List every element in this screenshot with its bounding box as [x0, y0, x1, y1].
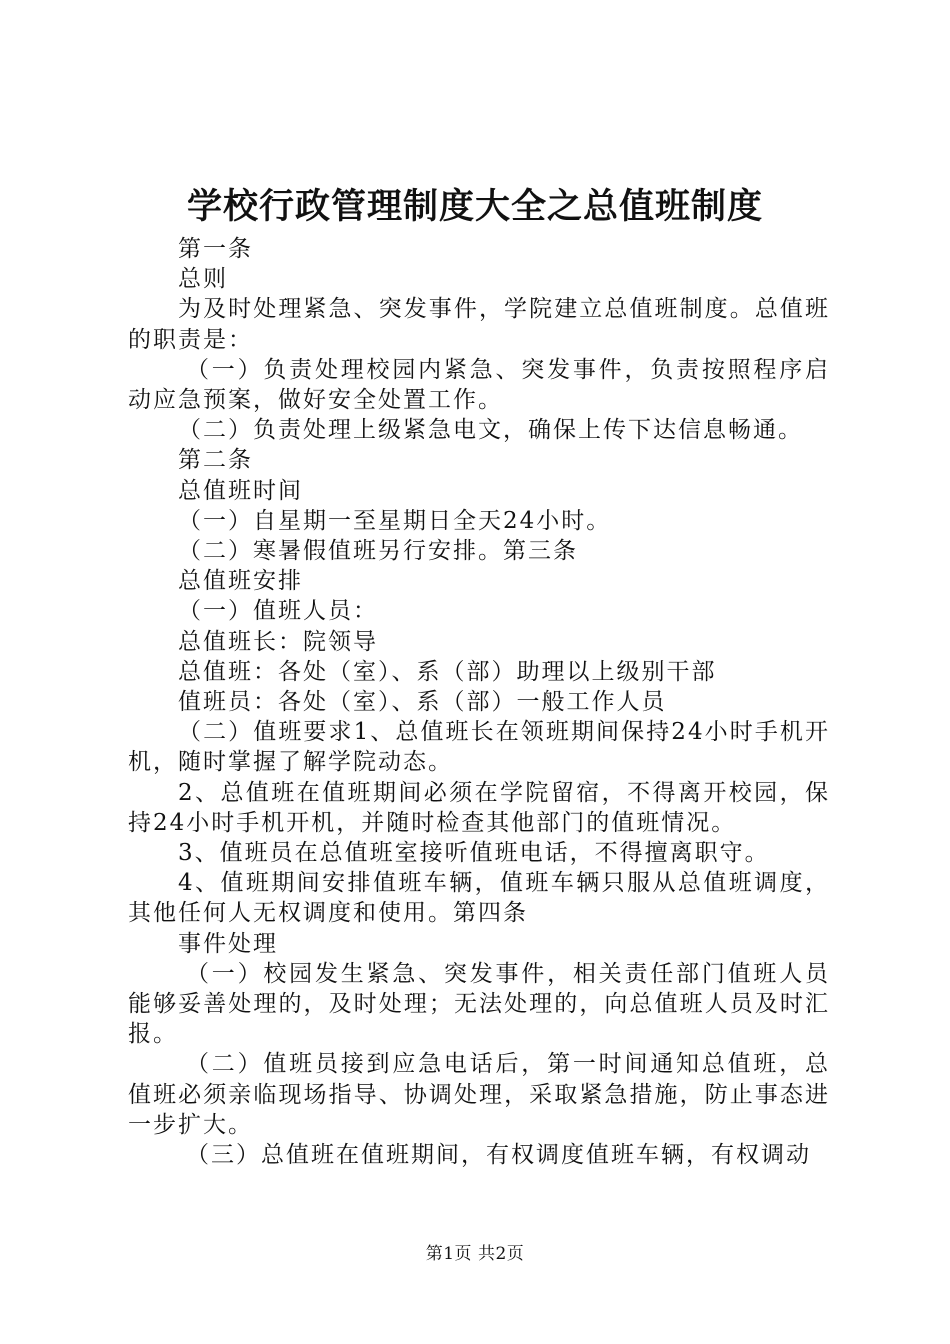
paragraph: （一）值班人员：: [178, 598, 378, 625]
section-heading: 总则: [178, 266, 228, 293]
article-heading: 第一条: [178, 236, 253, 262]
section-heading: 事件处理: [178, 930, 278, 957]
document-body: [128, 234, 830, 1170]
paragraph: 3、值班员在总值班室接听值班电话，不得擅离职守。: [178, 840, 770, 867]
paragraph: 总值班：各处（室）、系（部）助理以上级别干部: [178, 658, 717, 685]
paragraph: （二）值班要求1、总值班长在领班期间保持24小时手机开机，随时掌握了解学院动态。: [128, 719, 830, 776]
paragraph: （一）负责处理校园内紧急、突发事件，负责按照程序启动应急预案，做好安全处置工作。: [128, 356, 830, 414]
paragraph: 总值班长：院领导: [178, 628, 378, 655]
paragraph: 2、总值班在值班期间必须在学院留宿，不得离开校园，保持24小时手机开机，并随时检查其他部门的值班情况。: [128, 779, 830, 836]
paragraph: （二）寒暑假值班另行安排。第三条: [178, 538, 578, 565]
paragraph: （二）负责处理上级紧急电文，确保上传下达信息畅通。: [178, 417, 803, 444]
paragraph: 为及时处理紧急、突发事件，学院建立总值班制度。总值班的职责是：: [128, 296, 830, 353]
paragraph: （一）自星期一至星期日全天24小时。: [178, 507, 612, 534]
page-number: 第1页 共2页: [425, 1244, 525, 1264]
paragraph: （三）总值班在值班期间，有权调度值班车辆，有权调动: [186, 1142, 811, 1169]
paragraph: 4、值班期间安排值班车辆，值班车辆只服从总值班调度，其他任何人无权调度和使用。第四条: [128, 870, 830, 927]
paragraph: （二）值班员接到应急电话后，第一时间通知总值班，总值班必须亲临现场指导、协调处理，采取紧急措施，防止事态进一步扩大。: [128, 1051, 830, 1138]
paragraph: （一）校园发生紧急、突发事件，相关责任部门值班人员能够妥善处理的，及时处理；无法处理的，向总值班人员及时汇报。: [128, 960, 830, 1048]
document-title: 学校行政管理制度大全之总值班制度: [186, 186, 763, 227]
paragraph: 值班员：各处（室）、系（部）一般工作人员: [178, 689, 667, 716]
article-heading: 第二条: [178, 447, 253, 474]
section-heading: 总值班时间: [178, 477, 303, 504]
section-heading: 总值班安排: [178, 568, 303, 595]
